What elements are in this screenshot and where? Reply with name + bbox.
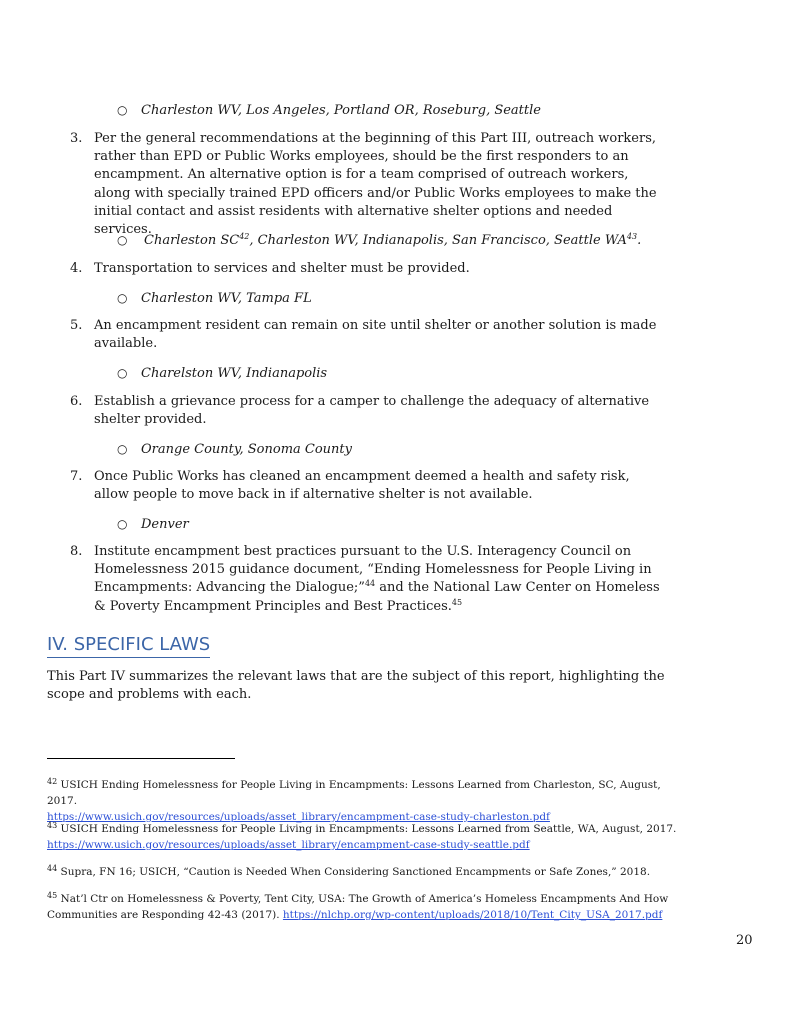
bullet-icon: ○ [117, 291, 128, 305]
sub-bullet-text: Charelston WV, Indianapolis [141, 366, 328, 381]
sub-bullet-text-a: Charleston SC [144, 233, 240, 248]
bullet-icon: ○ [117, 233, 128, 247]
footnote-divider [47, 758, 235, 759]
list-item [70, 543, 660, 616]
item-number: 5. [70, 318, 83, 333]
item-text-b: and the National Law Center on Homeless & Poverty Encampment Principles and Best Practices. [94, 580, 660, 614]
footnote-number: 45 [47, 891, 58, 900]
footnote-text: Supra, FN 16; USICH, “Caution is Needed When Considering Sanctioned Encampments or Safe Zones,” 2018. [57, 866, 651, 878]
footnote-text: USICH Ending Homelessness for People Living in Encampments: Lessons Learned from Charleston, SC, August, 2017. [47, 779, 661, 807]
item-text: Per the general recommendations at the beginning of this Part III, outreach workers, rather than EPD or Public Works employees, should be the first responders to an encampment. An alternative option is for a team comprised of outreach workers, along with specially trained EPD officers and/or Public Works employees to make the initial contact and assist residents with alternative shelter options and needed services. [94, 131, 657, 238]
list-item [70, 260, 660, 278]
sub-bullet-cities [117, 364, 677, 383]
sub-bullet-text: Denver [141, 517, 189, 532]
bullet-icon: ○ [117, 442, 128, 456]
item-text: Establish a grievance process for a camper to challenge the adequacy of alternative shelter provided. [94, 394, 650, 428]
footnote [47, 891, 687, 923]
bullet-icon: ○ [117, 103, 128, 117]
footnote-number: 44 [47, 864, 58, 873]
item-text [94, 543, 660, 616]
footnote [47, 864, 687, 880]
footnote-link[interactable]: https://nlchp.org/wp-content/uploads/2018/10/Tent_City_USA_2017.pdf [282, 909, 663, 921]
item-text: Once Public Works has cleaned an encampment deemed a health and safety risk, allow people to move back in if alternative shelter is not available. [94, 469, 630, 503]
section-intro: This Part IV summarizes the relevant laws that are the subject of this report, highlighting the scope and problems with each. [47, 669, 665, 703]
sub-bullet-cities [117, 231, 677, 250]
footnote-link[interactable]: https://www.usich.gov/resources/uploads/asset_library/encampment-case-study-charleston.pdf [47, 811, 550, 823]
footnote [47, 821, 687, 853]
item-number: 8. [70, 544, 83, 559]
list-item [70, 393, 660, 429]
sub-bullet-text: Orange County, Sonoma County [141, 442, 352, 457]
item-text: An encampment resident can remain on site until shelter or another solution is made available. [94, 318, 657, 352]
footnote-ref[interactable]: 43 [626, 232, 638, 241]
sub-bullet-cities [117, 101, 677, 120]
list-item [70, 317, 660, 353]
bullet-icon: ○ [117, 366, 128, 380]
item-number: 6. [70, 394, 83, 409]
sub-bullet-cities [117, 289, 677, 308]
footnote [47, 777, 687, 825]
bullet-icon: ○ [117, 517, 128, 531]
sub-bullet-text: Charleston WV, Los Angeles, Portland OR, Roseburg, Seattle [141, 103, 541, 118]
footnote-number: 42 [47, 777, 58, 786]
section-heading: IV. SPECIFIC LAWS [47, 634, 210, 658]
sub-bullet-cities [117, 515, 677, 534]
item-number: 4. [70, 261, 83, 276]
sub-bullet-text-b: , Charleston WV, Indianapolis, San Francisco, Seattle WA [249, 233, 627, 248]
list-item [70, 130, 660, 239]
footnote-ref[interactable]: 42 [239, 232, 250, 241]
footnote-ref[interactable]: 45 [451, 597, 463, 607]
list-item [70, 468, 660, 504]
footnote-link[interactable]: https://www.usich.gov/resources/uploads/asset_library/encampment-case-study-seattle.pdf [47, 839, 530, 851]
item-number: 3. [70, 131, 83, 146]
sub-bullet-text-c: . [637, 233, 642, 248]
item-text: Transportation to services and shelter must be provided. [94, 261, 470, 276]
footnote-text: Nat’l Ctr on Homelessness & Poverty, Tent City, USA: The Growth of America’s Homeless Encampments And How Communities are Responding 42-43 (2017). [47, 893, 669, 921]
footnote-text: USICH Ending Homelessness for People Living in Encampments: Lessons Learned from Seattle, WA, August, 2017. [57, 823, 677, 835]
footnote-ref[interactable]: 44 [364, 579, 376, 589]
footnote-number: 43 [47, 821, 58, 830]
item-text-a: Institute encampment best practices pursuant to the U.S. Interagency Council on Homelessness 2015 guidance document, “Ending Homelessness for People Living in Encampments: Advancing the Dialogue;” [94, 544, 652, 596]
item-number: 7. [70, 469, 83, 484]
sub-bullet-text: Charleston WV, Tampa FL [141, 291, 312, 306]
page-number: 20 [736, 933, 753, 948]
sub-bullet-cities [117, 440, 677, 459]
